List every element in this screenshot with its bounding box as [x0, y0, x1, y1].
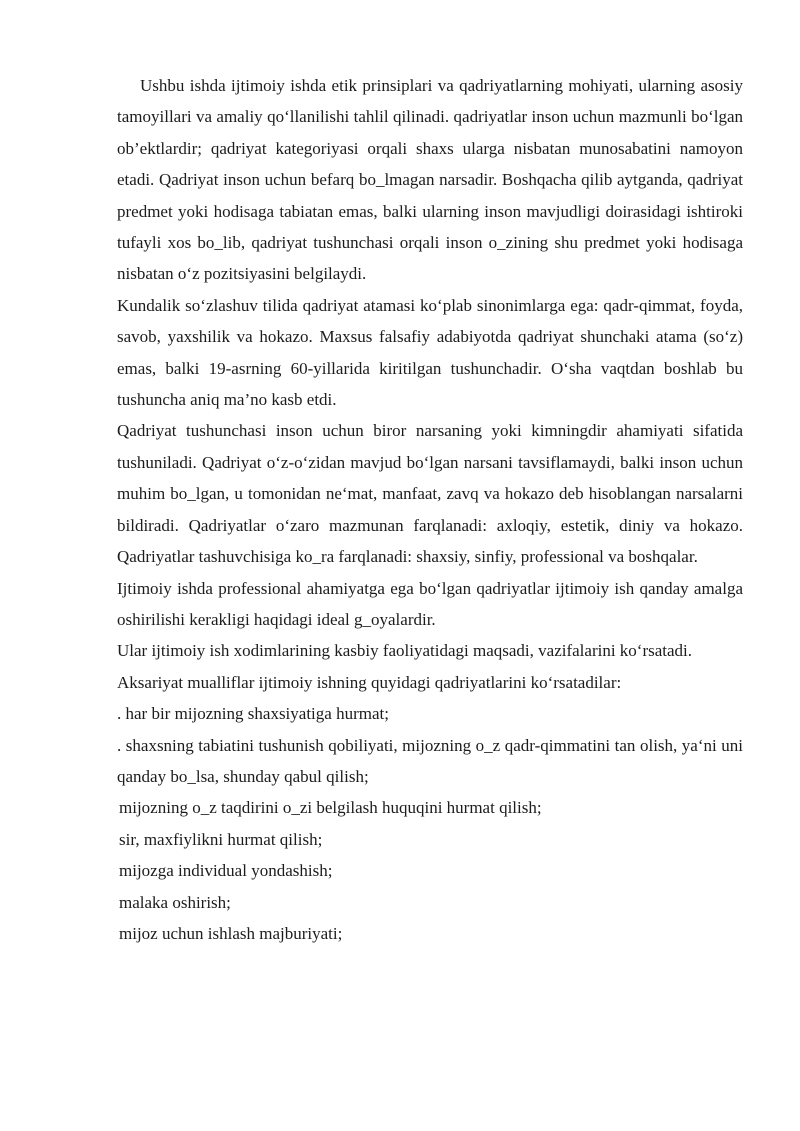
document-body	[117, 70, 743, 949]
list-item: malaka oshirish;	[119, 892, 231, 912]
list-item: mijoz uchun ishlash majburiyati;	[119, 923, 343, 943]
paragraph-intro: Ushbu ishda ijtimoiy ishda etik prinsiplari va qadriyatlarning mohiyati, ularning asosiy tamoyillari va amaliy qo‘llanilishi tahlil qilinadi. qadriyatlar inson uchun mazmunli bo‘lgan ob’ektlardir; qadriyat kategoriyasi orqali shaxs ularga nisbatan munosabatini namoyon etadi. Qadriyat inson uchun befarq bo_lmagan narsadir. Boshqacha qilib aytganda, qadriyat predmet yoki hodisaga tabiatan emas, balki ularning inson mavjudligi doirasidagi ishtiroki tufayli xos bo_lib, qadriyat tushunchasi orqali inson o_zining shu predmet yoki hodisaga nisbatan o‘z pozitsiyasini belgilaydi.	[117, 76, 743, 284]
paragraph-concept: Qadriyat tushunchasi inson uchun biror narsaning yoki kimningdir ahamiyati sifatida tushuniladi. Qadriyat o‘z-o‘zidan mavjud bo‘lgan narsani tavsiflamaydi, balki inson uchun muhim bo_lgan, u tomonidan ne‘mat, manfaat, zavq va hokazo deb hisoblangan narsalarni bildiradi. Qadriyatlar o‘zaro mazmunan farqlanadi: axloqiy, estetik, diniy va hokazo. Qadriyatlar tashuvchisiga ko_ra farqlanadi: shaxsiy, sinfiy, professional va boshqalar.	[117, 421, 743, 567]
paragraph-synonyms: Kundalik so‘zlashuv tilida qadriyat atamasi ko‘plab sinonimlarga ega: qadr-qimmat, foyda, savob, yaxshilik va hokazo. Maxsus falsafiy adabiyotda qadriyat shunchaki atama (so‘z) emas, balki 19-asrning 60-yillarida kiritilgan tushunchadir. O‘sha vaqtdan boshlab bu tushuncha aniq ma’no kasb etdi.	[117, 295, 743, 410]
list-item: sir, maxfiylikni hurmat qilish;	[119, 829, 323, 849]
paragraph-list-intro: Aksariyat mualliflar ijtimoiy ishning quyidagi qadriyatlarini ko‘rsatadilar:	[117, 672, 622, 692]
paragraph-goals: Ular ijtimoiy ish xodimlarining kasbiy faoliyatidagi maqsadi, vazifalarini ko‘rsatadi.	[117, 641, 693, 661]
list-item: mijozga individual yondashish;	[119, 861, 333, 881]
list-item: . shaxsning tabiatini tushunish qobiliyati, mijozning o_z qadr-qimmatini tan olish, ya‘ni uni qanday bo_lsa, shunday qabul qilish;	[117, 735, 743, 786]
values-list	[117, 698, 743, 949]
list-item: mijozning o_z taqdirini o_zi belgilash huquqini hurmat qilish;	[119, 798, 542, 818]
paragraph-professional-values: Ijtimoiy ishda professional ahamiyatga ega bo‘lgan qadriyatlar ijtimoiy ish qanday amalga oshirilishi kerakligi haqidagi ideal g_oyalardir.	[117, 578, 743, 629]
list-item: . har bir mijozning shaxsiyatiga hurmat;	[117, 704, 389, 724]
